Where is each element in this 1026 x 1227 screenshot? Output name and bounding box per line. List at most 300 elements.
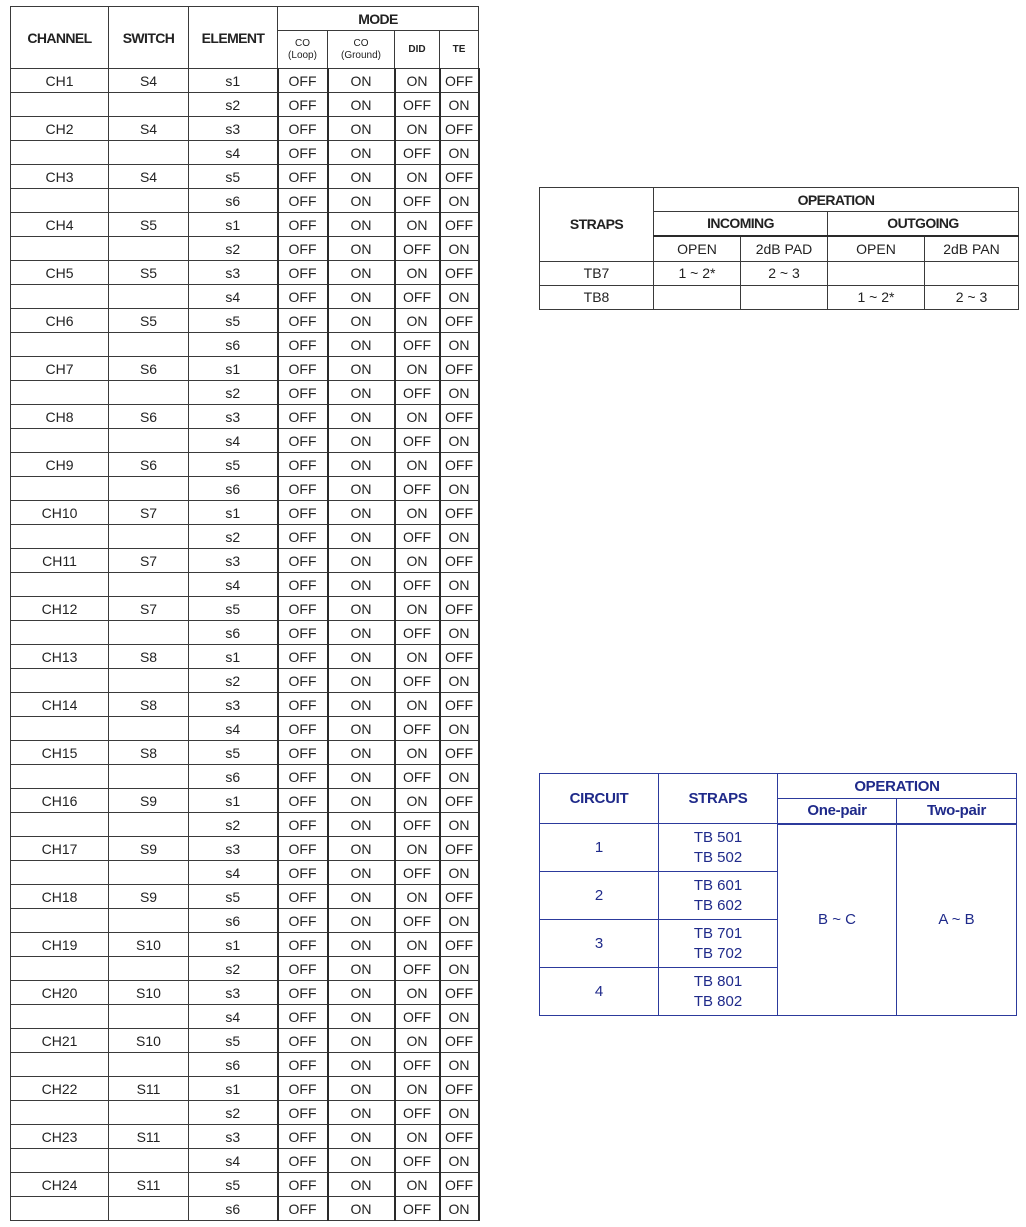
did-cell: ON (395, 501, 440, 525)
channel-cell: CH5 (11, 261, 109, 285)
co-loop-cell: OFF (278, 117, 328, 141)
te-cell: ON (440, 237, 479, 261)
table-row (11, 1077, 479, 1101)
channel-cell: CH17 (11, 837, 109, 861)
co-ground-cell: ON (328, 597, 395, 621)
element-cell: s1 (189, 789, 278, 813)
switch-header: SWITCH (109, 7, 189, 69)
te-cell: OFF (440, 645, 479, 669)
co-loop-cell: OFF (278, 501, 328, 525)
co-loop-cell: OFF (278, 429, 328, 453)
circuit-straps-cell (659, 824, 778, 872)
straps-header: STRAPS (540, 188, 654, 262)
co-loop-cell: OFF (278, 933, 328, 957)
co-loop-cell: OFF (278, 477, 328, 501)
te-cell: OFF (440, 981, 479, 1005)
te-cell: OFF (440, 741, 479, 765)
te-cell: OFF (440, 309, 479, 333)
co-ground-cell: ON (328, 765, 395, 789)
switch-cell: S6 (109, 405, 189, 429)
te-cell: ON (440, 1005, 479, 1029)
incoming-pad-cell (741, 285, 828, 309)
circuit-cell: 1 (540, 824, 659, 872)
switch-cell (109, 93, 189, 117)
element-cell: s4 (189, 861, 278, 885)
circuit-straps-table (539, 773, 1017, 1016)
incoming-pad-header: 2dB PAD (741, 236, 828, 262)
table-row (11, 1029, 479, 1053)
two-pair-cell: A ~ B (897, 824, 1017, 1016)
operation-header: OPERATION (654, 188, 1019, 212)
did-cell: OFF (395, 717, 440, 741)
co-loop-cell: OFF (278, 69, 328, 93)
co-loop-cell: OFF (278, 1197, 328, 1221)
channel-cell: CH13 (11, 645, 109, 669)
co-ground-cell: ON (328, 309, 395, 333)
element-cell: s4 (189, 717, 278, 741)
co-ground-cell: ON (328, 669, 395, 693)
channel-cell: CH7 (11, 357, 109, 381)
outgoing-pad-cell: 2 ~ 3 (925, 285, 1019, 309)
co-ground-cell: ON (328, 981, 395, 1005)
co-ground-cell: ON (328, 717, 395, 741)
co-loop-cell: OFF (278, 621, 328, 645)
outgoing-open-cell (828, 261, 925, 285)
did-cell: ON (395, 1077, 440, 1101)
element-cell: s1 (189, 69, 278, 93)
table-row (11, 573, 479, 597)
did-cell: OFF (395, 429, 440, 453)
channel-cell (11, 525, 109, 549)
channel-cell (11, 285, 109, 309)
co-ground-cell: ON (328, 837, 395, 861)
element-header: ELEMENT (189, 7, 278, 69)
co-loop-cell: OFF (278, 669, 328, 693)
co-loop-cell: OFF (278, 165, 328, 189)
co-ground-cell: ON (328, 1029, 395, 1053)
table-row (11, 549, 479, 573)
te-cell: ON (440, 189, 479, 213)
element-cell: s6 (189, 909, 278, 933)
co-loop-cell: OFF (278, 189, 328, 213)
switch-cell: S11 (109, 1125, 189, 1149)
table-row (11, 717, 479, 741)
co-loop-header-top: CO (295, 37, 310, 49)
switch-cell: S11 (109, 1077, 189, 1101)
co-ground-cell: ON (328, 357, 395, 381)
switch-cell (109, 765, 189, 789)
co-ground-cell: ON (328, 741, 395, 765)
te-cell: ON (440, 765, 479, 789)
strap-second: TB 802 (693, 992, 743, 1010)
element-cell: s5 (189, 453, 278, 477)
did-cell: ON (395, 117, 440, 141)
te-cell: ON (440, 285, 479, 309)
switch-cell (109, 189, 189, 213)
circuit-straps-cell (659, 872, 778, 920)
switch-cell: S7 (109, 501, 189, 525)
te-cell: OFF (440, 837, 479, 861)
table-row (11, 213, 479, 237)
strap-first: TB 801 (693, 972, 743, 990)
te-cell: OFF (440, 69, 479, 93)
channel-cell (11, 621, 109, 645)
table-row (11, 837, 479, 861)
co-ground-cell: ON (328, 189, 395, 213)
table-row (11, 813, 479, 837)
did-cell: ON (395, 1029, 440, 1053)
te-cell: OFF (440, 885, 479, 909)
channel-cell (11, 909, 109, 933)
element-cell: s1 (189, 357, 278, 381)
switch-cell: S11 (109, 1173, 189, 1197)
channel-cell: CH4 (11, 213, 109, 237)
table-row (11, 309, 479, 333)
channel-cell: CH15 (11, 741, 109, 765)
channel-cell (11, 237, 109, 261)
channel-cell: CH21 (11, 1029, 109, 1053)
outgoing-pad-cell (925, 261, 1019, 285)
co-loop-cell: OFF (278, 573, 328, 597)
channel-cell: CH9 (11, 453, 109, 477)
circuit-cell: 2 (540, 872, 659, 920)
circuit-cell: 3 (540, 920, 659, 968)
element-cell: s5 (189, 165, 278, 189)
circuit-operation-header: OPERATION (778, 774, 1017, 799)
co-ground-cell: ON (328, 1149, 395, 1173)
switch-cell: S5 (109, 309, 189, 333)
did-cell: ON (395, 405, 440, 429)
te-cell: ON (440, 861, 479, 885)
table-row (11, 1101, 479, 1125)
te-cell: OFF (440, 1125, 479, 1149)
did-cell: ON (395, 837, 440, 861)
te-cell: ON (440, 669, 479, 693)
strap-second: TB 602 (693, 896, 743, 914)
switch-cell: S7 (109, 549, 189, 573)
channel-cell (11, 333, 109, 357)
did-cell: ON (395, 693, 440, 717)
switch-cell (109, 525, 189, 549)
channel-cell: CH14 (11, 693, 109, 717)
circuit-straps-header: STRAPS (659, 774, 778, 824)
element-cell: s4 (189, 429, 278, 453)
table-row (540, 261, 1019, 285)
co-loop-cell: OFF (278, 1125, 328, 1149)
co-ground-cell: ON (328, 789, 395, 813)
co-ground-cell: ON (328, 573, 395, 597)
element-cell: s4 (189, 285, 278, 309)
co-ground-header-bottom: (Ground) (340, 49, 381, 61)
table-row (11, 357, 479, 381)
switch-cell (109, 717, 189, 741)
channel-cell (11, 477, 109, 501)
co-ground-cell: ON (328, 933, 395, 957)
did-cell: ON (395, 453, 440, 477)
te-cell: OFF (440, 405, 479, 429)
co-ground-cell: ON (328, 885, 395, 909)
co-ground-cell: ON (328, 861, 395, 885)
te-cell: ON (440, 1101, 479, 1125)
table-row (11, 237, 479, 261)
co-loop-cell: OFF (278, 525, 328, 549)
co-ground-cell: ON (328, 693, 395, 717)
switch-cell (109, 429, 189, 453)
element-cell: s2 (189, 381, 278, 405)
co-ground-cell: ON (328, 405, 395, 429)
did-cell: OFF (395, 1101, 440, 1125)
co-ground-cell: ON (328, 429, 395, 453)
element-cell: s3 (189, 693, 278, 717)
switch-cell (109, 861, 189, 885)
table-row (11, 405, 479, 429)
co-loop-cell: OFF (278, 765, 328, 789)
strap-cell: TB8 (540, 285, 654, 309)
element-cell: s6 (189, 333, 278, 357)
element-cell: s5 (189, 1173, 278, 1197)
co-loop-cell: OFF (278, 837, 328, 861)
did-cell: OFF (395, 1149, 440, 1173)
did-cell: OFF (395, 189, 440, 213)
te-cell: OFF (440, 597, 479, 621)
table-row (11, 597, 479, 621)
element-cell: s2 (189, 93, 278, 117)
te-cell: OFF (440, 693, 479, 717)
table-row (11, 693, 479, 717)
te-cell: OFF (440, 933, 479, 957)
te-cell: OFF (440, 117, 479, 141)
switch-cell (109, 813, 189, 837)
co-ground-cell: ON (328, 93, 395, 117)
channel-cell: CH16 (11, 789, 109, 813)
element-cell: s2 (189, 525, 278, 549)
co-loop-cell: OFF (278, 1005, 328, 1029)
element-cell: s6 (189, 1053, 278, 1077)
co-loop-cell: OFF (278, 957, 328, 981)
element-cell: s5 (189, 597, 278, 621)
te-cell: ON (440, 717, 479, 741)
element-cell: s1 (189, 501, 278, 525)
te-cell: ON (440, 381, 479, 405)
did-cell: OFF (395, 141, 440, 165)
switch-cell: S6 (109, 453, 189, 477)
element-cell: s3 (189, 117, 278, 141)
table-row (11, 453, 479, 477)
channel-cell: CH10 (11, 501, 109, 525)
co-loop-header-bottom: (Loop) (288, 49, 317, 61)
te-cell: ON (440, 141, 479, 165)
co-loop-cell: OFF (278, 213, 328, 237)
switch-cell (109, 621, 189, 645)
strap-first: TB 501 (693, 828, 743, 846)
co-loop-cell: OFF (278, 1101, 328, 1125)
channel-cell (11, 381, 109, 405)
co-ground-cell: ON (328, 285, 395, 309)
co-loop-cell: OFF (278, 141, 328, 165)
co-ground-cell: ON (328, 525, 395, 549)
co-ground-cell: ON (328, 621, 395, 645)
co-ground-cell: ON (328, 333, 395, 357)
co-ground-cell: ON (328, 381, 395, 405)
circuit-straps-cell (659, 920, 778, 968)
switch-cell (109, 1197, 189, 1221)
did-cell: OFF (395, 669, 440, 693)
channel-cell (11, 1053, 109, 1077)
channel-cell (11, 1197, 109, 1221)
te-cell: OFF (440, 1077, 479, 1101)
switch-cell: S8 (109, 693, 189, 717)
did-cell: OFF (395, 765, 440, 789)
did-cell: ON (395, 549, 440, 573)
element-cell: s6 (189, 1197, 278, 1221)
table-row (11, 741, 479, 765)
table-row (11, 885, 479, 909)
element-cell: s6 (189, 189, 278, 213)
channel-cell: CH8 (11, 405, 109, 429)
outgoing-open-header: OPEN (828, 236, 925, 262)
te-cell: ON (440, 813, 479, 837)
table-row (11, 1053, 479, 1077)
co-loop-cell: OFF (278, 741, 328, 765)
table-row (11, 189, 479, 213)
switch-cell (109, 141, 189, 165)
channel-cell: CH6 (11, 309, 109, 333)
did-cell: ON (395, 741, 440, 765)
channel-cell: CH23 (11, 1125, 109, 1149)
switch-cell: S4 (109, 69, 189, 93)
element-cell: s3 (189, 261, 278, 285)
table-row (11, 789, 479, 813)
co-loop-cell: OFF (278, 1029, 328, 1053)
element-cell: s2 (189, 957, 278, 981)
element-cell: s6 (189, 765, 278, 789)
channel-cell: CH12 (11, 597, 109, 621)
outgoing-header: OUTGOING (828, 212, 1019, 236)
table-row (11, 861, 479, 885)
straps-operation-table (539, 187, 1019, 310)
co-ground-cell: ON (328, 1197, 395, 1221)
te-header: TE (440, 31, 479, 69)
one-pair-cell: B ~ C (778, 824, 897, 1016)
did-cell: ON (395, 981, 440, 1005)
did-cell: OFF (395, 813, 440, 837)
channel-cell (11, 93, 109, 117)
table-row (11, 333, 479, 357)
channel-cell: CH24 (11, 1173, 109, 1197)
did-cell: OFF (395, 1197, 440, 1221)
element-cell: s1 (189, 213, 278, 237)
channel-cell: CH3 (11, 165, 109, 189)
switch-cell (109, 669, 189, 693)
switch-cell: S5 (109, 213, 189, 237)
table-row (11, 1149, 479, 1173)
co-ground-cell: ON (328, 69, 395, 93)
co-loop-cell: OFF (278, 381, 328, 405)
te-cell: ON (440, 93, 479, 117)
element-cell: s4 (189, 1005, 278, 1029)
strap-first: TB 601 (693, 876, 743, 894)
co-ground-cell: ON (328, 453, 395, 477)
co-ground-cell: ON (328, 1173, 395, 1197)
channel-switch-table (10, 6, 480, 1221)
table-row (11, 141, 479, 165)
te-cell: OFF (440, 261, 479, 285)
te-cell: OFF (440, 357, 479, 381)
table-row (11, 909, 479, 933)
co-ground-cell: ON (328, 957, 395, 981)
table-row (540, 824, 1017, 872)
table-row (11, 981, 479, 1005)
element-cell: s4 (189, 573, 278, 597)
table-row (11, 165, 479, 189)
did-cell: ON (395, 645, 440, 669)
channel-cell (11, 1005, 109, 1029)
did-cell: ON (395, 885, 440, 909)
te-cell: OFF (440, 1029, 479, 1053)
co-ground-cell: ON (328, 1005, 395, 1029)
circuit-header: CIRCUIT (540, 774, 659, 824)
switch-cell: S4 (109, 117, 189, 141)
co-ground-header-top: CO (353, 37, 369, 49)
co-loop-cell: OFF (278, 813, 328, 837)
did-cell: OFF (395, 525, 440, 549)
switch-cell: S9 (109, 837, 189, 861)
table-row (11, 501, 479, 525)
table-row (11, 381, 479, 405)
co-loop-cell: OFF (278, 645, 328, 669)
co-loop-cell: OFF (278, 1077, 328, 1101)
table-row (11, 69, 479, 93)
channel-cell: CH2 (11, 117, 109, 141)
did-cell: ON (395, 261, 440, 285)
switch-cell: S10 (109, 933, 189, 957)
co-ground-cell: ON (328, 141, 395, 165)
switch-cell (109, 333, 189, 357)
switch-cell (109, 1149, 189, 1173)
did-cell: ON (395, 1173, 440, 1197)
element-cell: s5 (189, 309, 278, 333)
co-loop-cell: OFF (278, 357, 328, 381)
co-ground-cell: ON (328, 237, 395, 261)
co-loop-cell: OFF (278, 717, 328, 741)
te-cell: OFF (440, 501, 479, 525)
table-row (11, 1197, 479, 1221)
co-ground-cell: ON (328, 909, 395, 933)
channel-cell (11, 957, 109, 981)
channel-cell (11, 1101, 109, 1125)
strap-first: TB 701 (693, 924, 743, 942)
co-ground-cell: ON (328, 213, 395, 237)
te-cell: ON (440, 621, 479, 645)
switch-cell (109, 573, 189, 597)
did-cell: OFF (395, 621, 440, 645)
channel-table-body (11, 69, 479, 1221)
switch-cell (109, 381, 189, 405)
te-cell: ON (440, 477, 479, 501)
incoming-header: INCOMING (654, 212, 828, 236)
channel-cell (11, 141, 109, 165)
co-loop-cell: OFF (278, 549, 328, 573)
strap-second: TB 502 (693, 848, 743, 866)
did-cell: ON (395, 69, 440, 93)
did-cell: OFF (395, 333, 440, 357)
te-cell: ON (440, 1149, 479, 1173)
incoming-open-cell (654, 285, 741, 309)
element-cell: s2 (189, 813, 278, 837)
did-cell: OFF (395, 573, 440, 597)
switch-cell: S10 (109, 981, 189, 1005)
one-pair-header: One-pair (778, 799, 897, 824)
